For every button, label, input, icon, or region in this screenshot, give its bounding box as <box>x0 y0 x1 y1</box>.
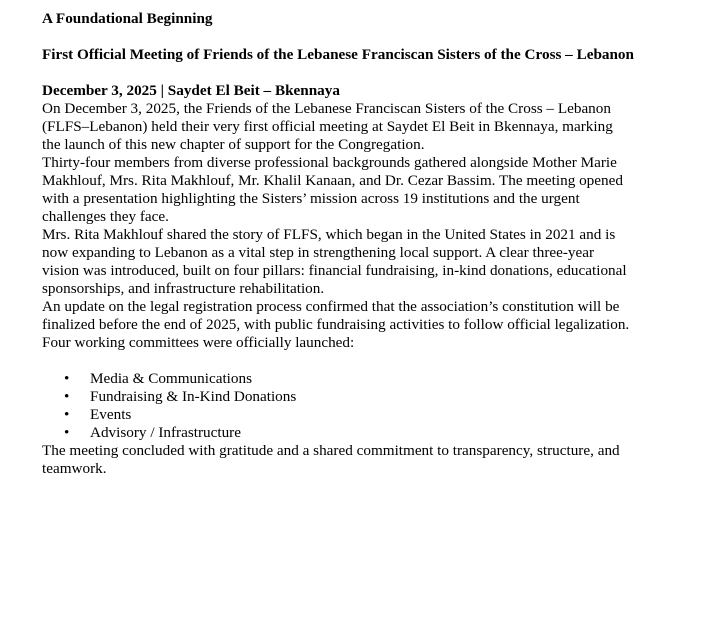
bullet-icon: • <box>64 388 70 405</box>
paragraph-line: Makhlouf, Mrs. Rita Makhlouf, Mr. Khalil Kanaan, and Dr. Cezar Bassim. The meeting opened <box>42 172 623 189</box>
paragraph-line: The meeting concluded with gratitude and a shared commitment to transparency, structure, and <box>42 442 620 459</box>
committee-label: Fundraising & In-Kind Donations <box>90 388 297 405</box>
paragraph-line: Mrs. Rita Makhlouf shared the story of FLFS, which began in the United States in 2021 and is <box>42 226 616 243</box>
bullet-icon: • <box>64 406 70 423</box>
paragraph-line: Four working committees were officially launched: <box>42 334 355 351</box>
document-subtitle: First Official Meeting of Friends of the Lebanese Franciscan Sisters of the Cross – Lebanon <box>42 46 634 63</box>
list-item <box>42 388 707 406</box>
document-body <box>42 10 707 478</box>
paragraph-attendees <box>42 154 707 226</box>
paragraph-line: the launch of this new chapter of support for the Congregation. <box>42 136 425 153</box>
paragraph-line: with a presentation highlighting the Sisters’ mission across 19 institutions and the urgent <box>42 190 580 207</box>
bullet-icon: • <box>64 424 70 441</box>
document-title: A Foundational Beginning <box>42 10 213 27</box>
paragraph-line: finalized before the end of 2025, with public fundraising activities to follow official legalization. <box>42 316 630 333</box>
document-dateline: December 3, 2025 | Saydet El Beit – Bkennaya <box>42 82 340 99</box>
committee-label: Advisory / Infrastructure <box>90 424 241 441</box>
paragraph-line: Thirty-four members from diverse professional backgrounds gathered alongside Mother Marie <box>42 154 617 171</box>
paragraph-line: challenges they face. <box>42 208 169 225</box>
paragraph-line: On December 3, 2025, the Friends of the Lebanese Franciscan Sisters of the Cross – Lebanon <box>42 100 611 117</box>
list-item <box>42 406 707 424</box>
paragraph-closing <box>42 442 707 478</box>
bullet-icon: • <box>64 370 70 387</box>
paragraph-story <box>42 226 707 298</box>
paragraph-line: (FLFS–Lebanon) held their very first official meeting at Saydet El Beit in Bkennaya, marking <box>42 118 613 135</box>
paragraph-line: teamwork. <box>42 460 107 477</box>
committee-list <box>42 370 707 442</box>
list-item <box>42 424 707 442</box>
paragraph-line: vision was introduced, built on four pillars: financial fundraising, in-kind donations, educational <box>42 262 627 279</box>
paragraph-legal-update <box>42 298 707 334</box>
list-item <box>42 370 707 388</box>
paragraph-line: sponsorships, and infrastructure rehabilitation. <box>42 280 325 297</box>
paragraph-committees-intro <box>42 334 707 352</box>
committee-label: Events <box>90 406 132 423</box>
paragraph-line: An update on the legal registration process confirmed that the association’s constitution will be <box>42 298 620 315</box>
committee-label: Media & Communications <box>90 370 252 387</box>
paragraph-line: now expanding to Lebanon as a vital step in strengthening local support. A clear three-year <box>42 244 595 261</box>
paragraph-intro <box>42 100 707 154</box>
